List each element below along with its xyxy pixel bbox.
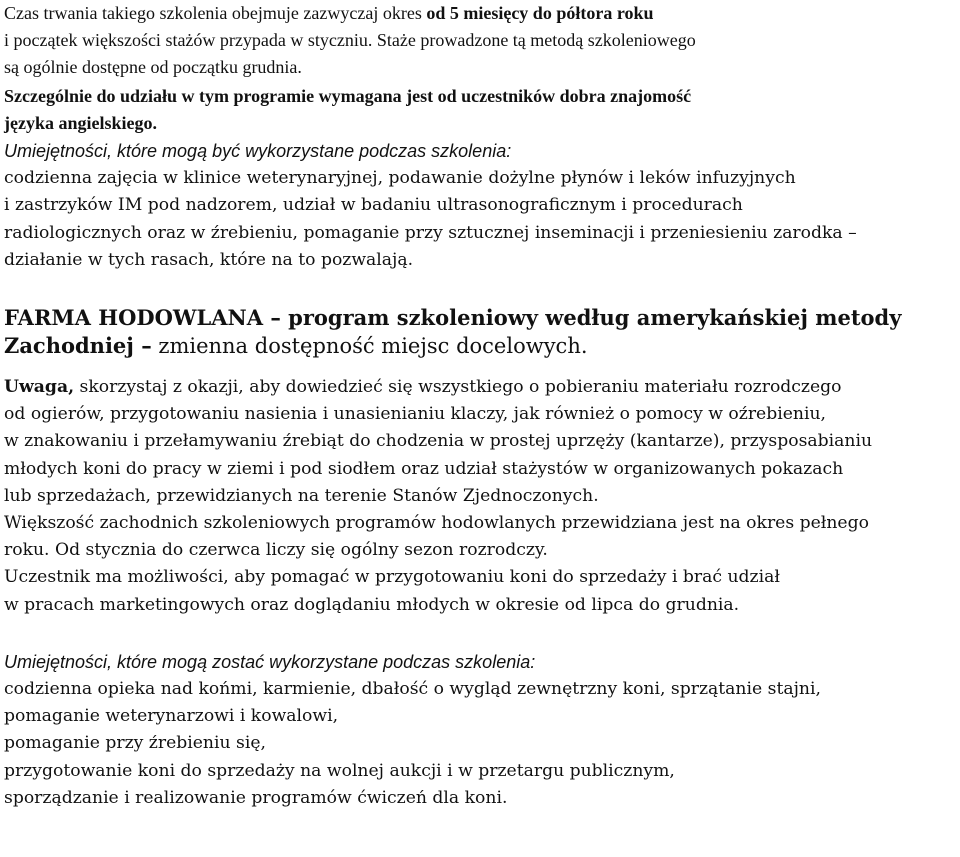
note-line-1 — [4, 374, 958, 401]
farm-skills-line-3: pomaganie przy źrebieniu się, — [4, 733, 266, 754]
note-line-5: lub sprzedażach, przewidzianych na terenie Stanów Zjednoczonych. — [4, 485, 599, 506]
vet-skills-section — [4, 138, 958, 274]
farm-heading — [4, 304, 958, 360]
intro-line-2: i początek większości stażów przypada w styczniu. Staże prowadzone tą metodą szkoleniowego — [4, 30, 696, 51]
vet-skills-line-1: codzienna zajęcia w klinice weterynaryjnej, podawanie dożylne płynów i leków infuzyjnych — [4, 168, 796, 189]
farm-skills-line-5: sporządzanie i realizowanie programów ćwiczeń dla koni. — [4, 787, 508, 808]
farm-heading-normal: zmienna dostępność miejsc docelowych. — [151, 334, 588, 359]
note-line-3: w znakowaniu i przełamywaniu źrebiąt do chodzenia w prostej uprzęży (kantarze), przysposabianiu — [4, 431, 873, 452]
farm-skills-section — [4, 649, 958, 812]
note-paragraph — [4, 374, 958, 619]
note-line-2: od ogierów, przygotowaniu nasienia i unasienianiu klaczy, jak również o pomocy w oźrebieniu, — [4, 404, 826, 425]
vet-skills-heading: Umiejętności, które mogą być wykorzystane podczas szkolenia: — [4, 141, 512, 162]
farm-skills-line-1: codzienna opieka nad końmi, karmienie, dbałość o wygląd zewnętrzny koni, sprzątanie stajni, — [4, 679, 821, 700]
farm-skills-heading: Umiejętności, które mogą zostać wykorzystane podczas szkolenia: — [4, 651, 536, 672]
farm-heading-line-1: FARMA HODOWLANA – program szkoleniowy według amerykańskiej metody — [4, 305, 902, 331]
vet-skills-line-2: i zastrzyków IM pod nadzorem, udział w badaniu ultrasonograficznym i procedurach — [4, 195, 743, 216]
vet-skills-line-4: działanie w tych rasach, które na to pozwalają. — [4, 249, 414, 270]
intro-line-3: są ogólnie dostępne od początku grudnia. — [4, 57, 302, 78]
intro-line-1 — [4, 0, 958, 27]
note-line-7: roku. Od stycznia do czerwca liczy się ogólny sezon rozrodczy. — [4, 540, 548, 561]
farm-heading-bold: Zachodniej – — [4, 333, 152, 359]
note-label: Uwaga, — [4, 377, 75, 398]
requirement-line-1: Szczególnie do udziału w tym programie wymagana jest od uczestników dobra znajomość — [4, 85, 692, 106]
note-line-8: Uczestnik ma możliwości, aby pomagać w przygotowaniu koni do sprzedaży i brać udział — [4, 567, 780, 588]
note-line-4: młodych koni do pracy w ziemi i pod siodłem oraz udział stażystów w organizowanych pokazach — [4, 458, 844, 479]
intro-paragraph — [4, 0, 958, 82]
vet-skills-line-3: radiologicznych oraz w źrebieniu, pomaganie przy sztucznej inseminacji i przeniesieniu zarodka – — [4, 222, 857, 243]
intro-duration-bold: od 5 miesięcy do półtora roku — [426, 3, 654, 23]
note-line-6: Większość zachodnich szkoleniowych programów hodowlanych przewidziana jest na okres pełnego — [4, 513, 869, 534]
intro-line-1-text: Czas trwania takiego szkolenia obejmuje zazwyczaj okres — [4, 3, 427, 23]
farm-heading-line-2 — [4, 332, 958, 360]
farm-skills-line-4: przygotowanie koni do sprzedaży na wolnej aukcji i w przetargu publicznym, — [4, 760, 675, 781]
requirement-paragraph — [4, 83, 958, 137]
note-line-9: w pracach marketingowych oraz doglądaniu młodych w okresie od lipca do grudnia. — [4, 594, 740, 615]
farm-skills-line-2: pomaganie weterynarzowi i kowalowi, — [4, 706, 339, 727]
note-line-1-text: skorzystaj z okazji, aby dowiedzieć się wszystkiego o pobieraniu materiału rozrodczego — [74, 377, 842, 398]
requirement-line-2: języka angielskiego. — [4, 112, 157, 133]
document-page — [4, 0, 958, 812]
